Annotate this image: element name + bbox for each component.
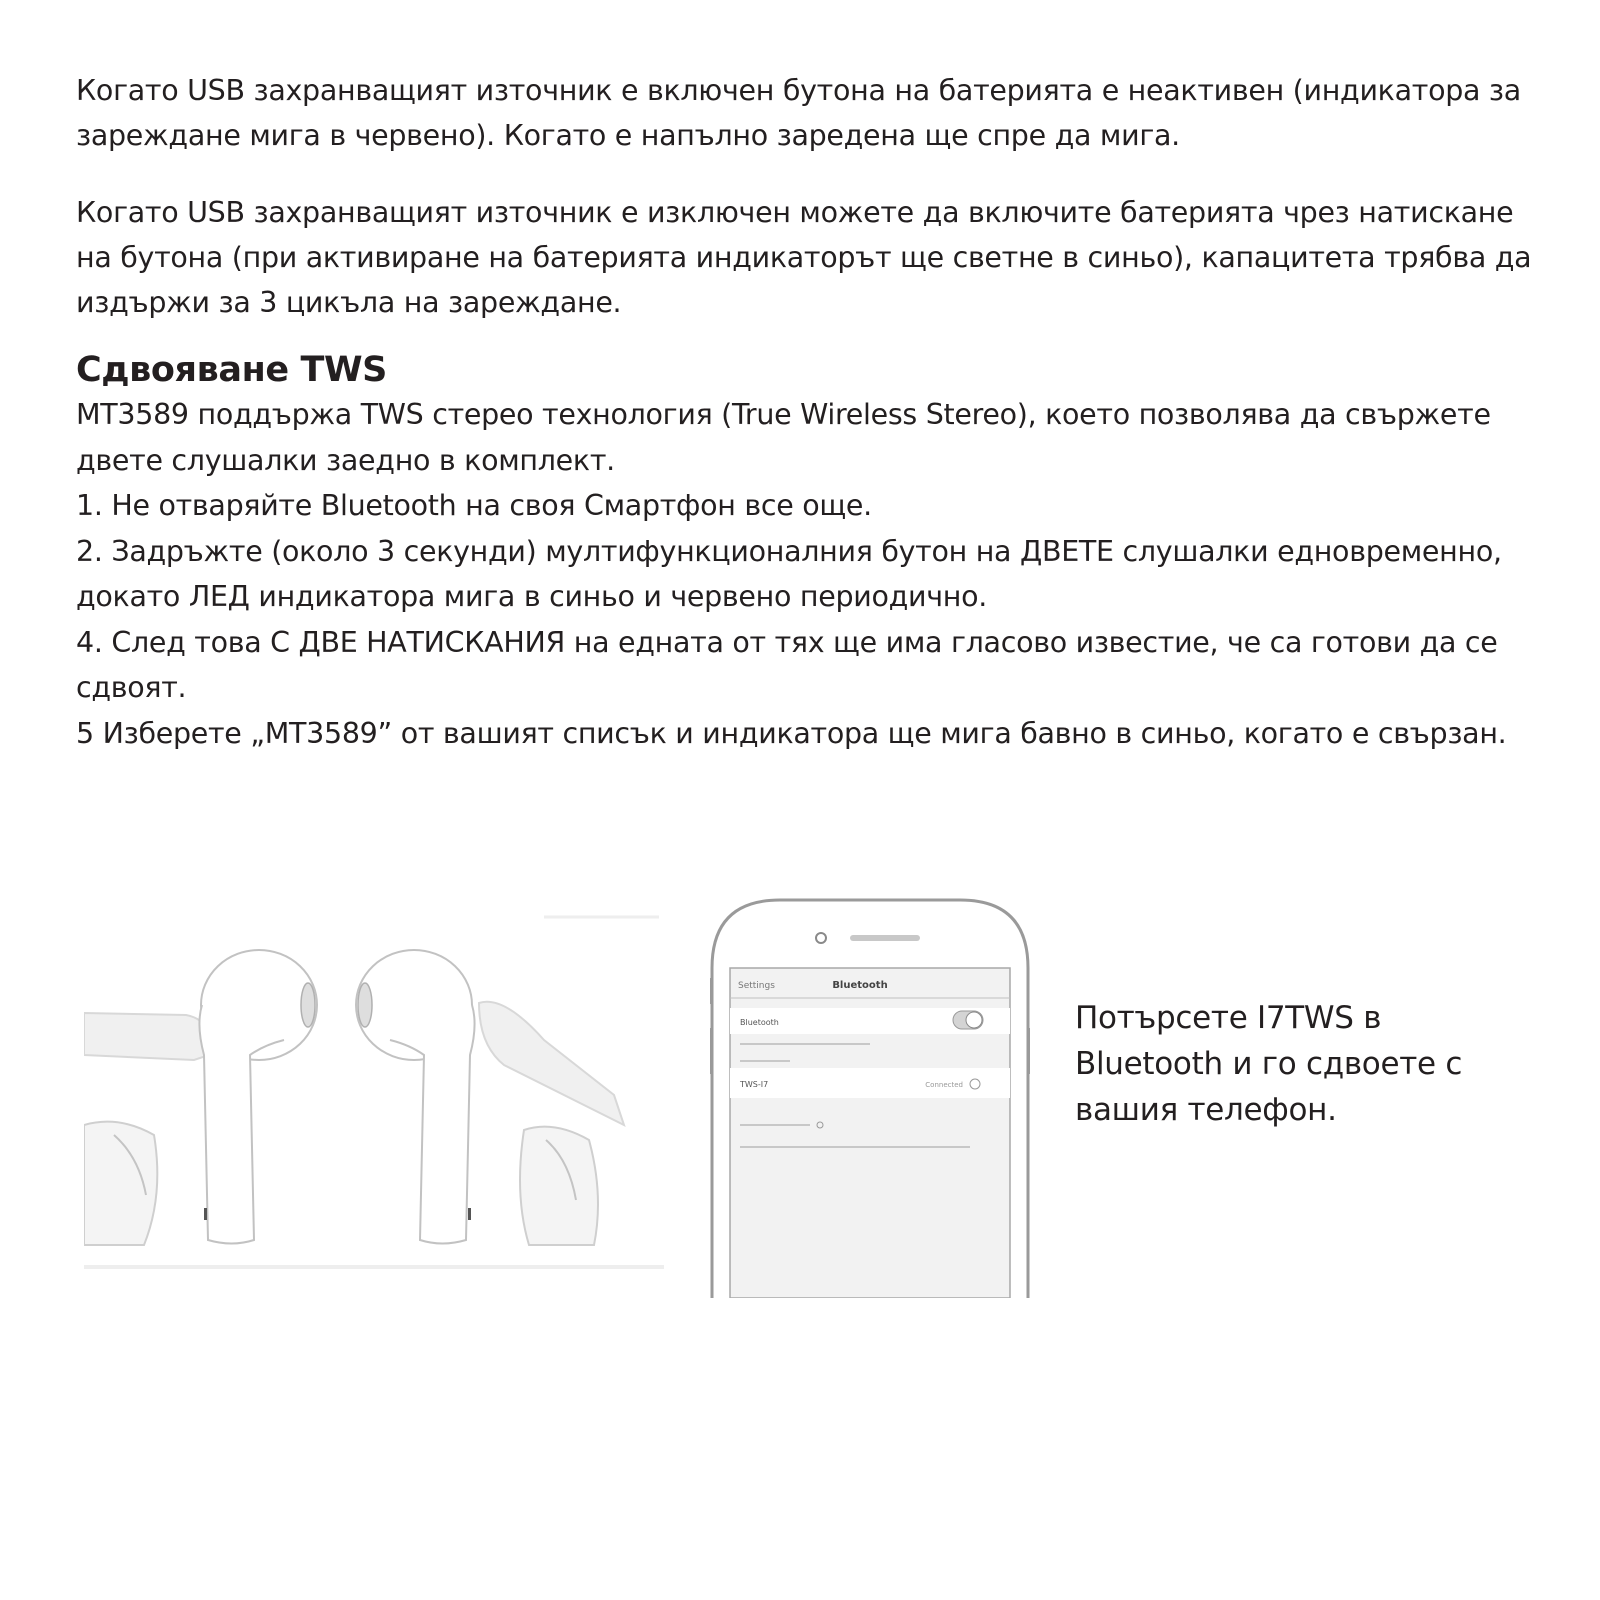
back-settings-link[interactable]: Settings [738,981,775,991]
speaker-grille [850,935,920,941]
section-heading: Сдвояване TWS [76,350,387,390]
phone-illustration [710,898,1030,1298]
pairing-step-4: 4. След това С ДВЕ НАТИСКАНИЯ на едната от тях ще има гласово известие, че са готови да се сдвоят. [76,625,1498,704]
device-name[interactable]: TWS-I7 [740,1080,769,1089]
search-instruction: Потърсете I7TWS в Bluetooth и го сдвоете с вашия телефон. [1075,1000,1463,1128]
usb-on-paragraph: Когато USB захранващият източник е включен бутона на батерията е неактивен (индикатора за зареждане мига в червено). Когато е напълно заредена ще спре да мига. [76,74,1521,152]
pairing-step-1: 1. Не отваряйте Bluetooth на своя Смартфон все още. [76,489,872,522]
pairing-step-5: 5 Изберете „MT3589” от вашият списък и индикатора ще мига бавно в синьо, когато е свързан. [76,716,1507,750]
bluetooth-toggle-label: Bluetooth [740,1018,779,1027]
screen-title: Bluetooth [832,980,888,991]
usb-off-paragraph: Когато USB захранващият източник е изключен можете да включите батерията чрез натискане на бутона (при активиране на батерията индикаторът ще светне в синьо), капацитета трябва да издържи за 3 цикъла на зареждане. [76,196,1532,319]
pairing-instructions [76,392,1546,756]
device-status: Connected [925,1081,963,1089]
earbuds-illustration [84,895,674,1295]
pairing-step-2: 2. Задръжте (около 3 секунди) мултифункционалния бутон на ДВЕТЕ слушалки едновременно, докато ЛЕД индикатора мига в синьо и червено периодично. [76,534,1502,613]
pairing-description: MT3589 поддържа TWS стерео технология (True Wireless Stereo), което позволява да свържете двете слушалки заедно в комплект. [76,398,1491,477]
